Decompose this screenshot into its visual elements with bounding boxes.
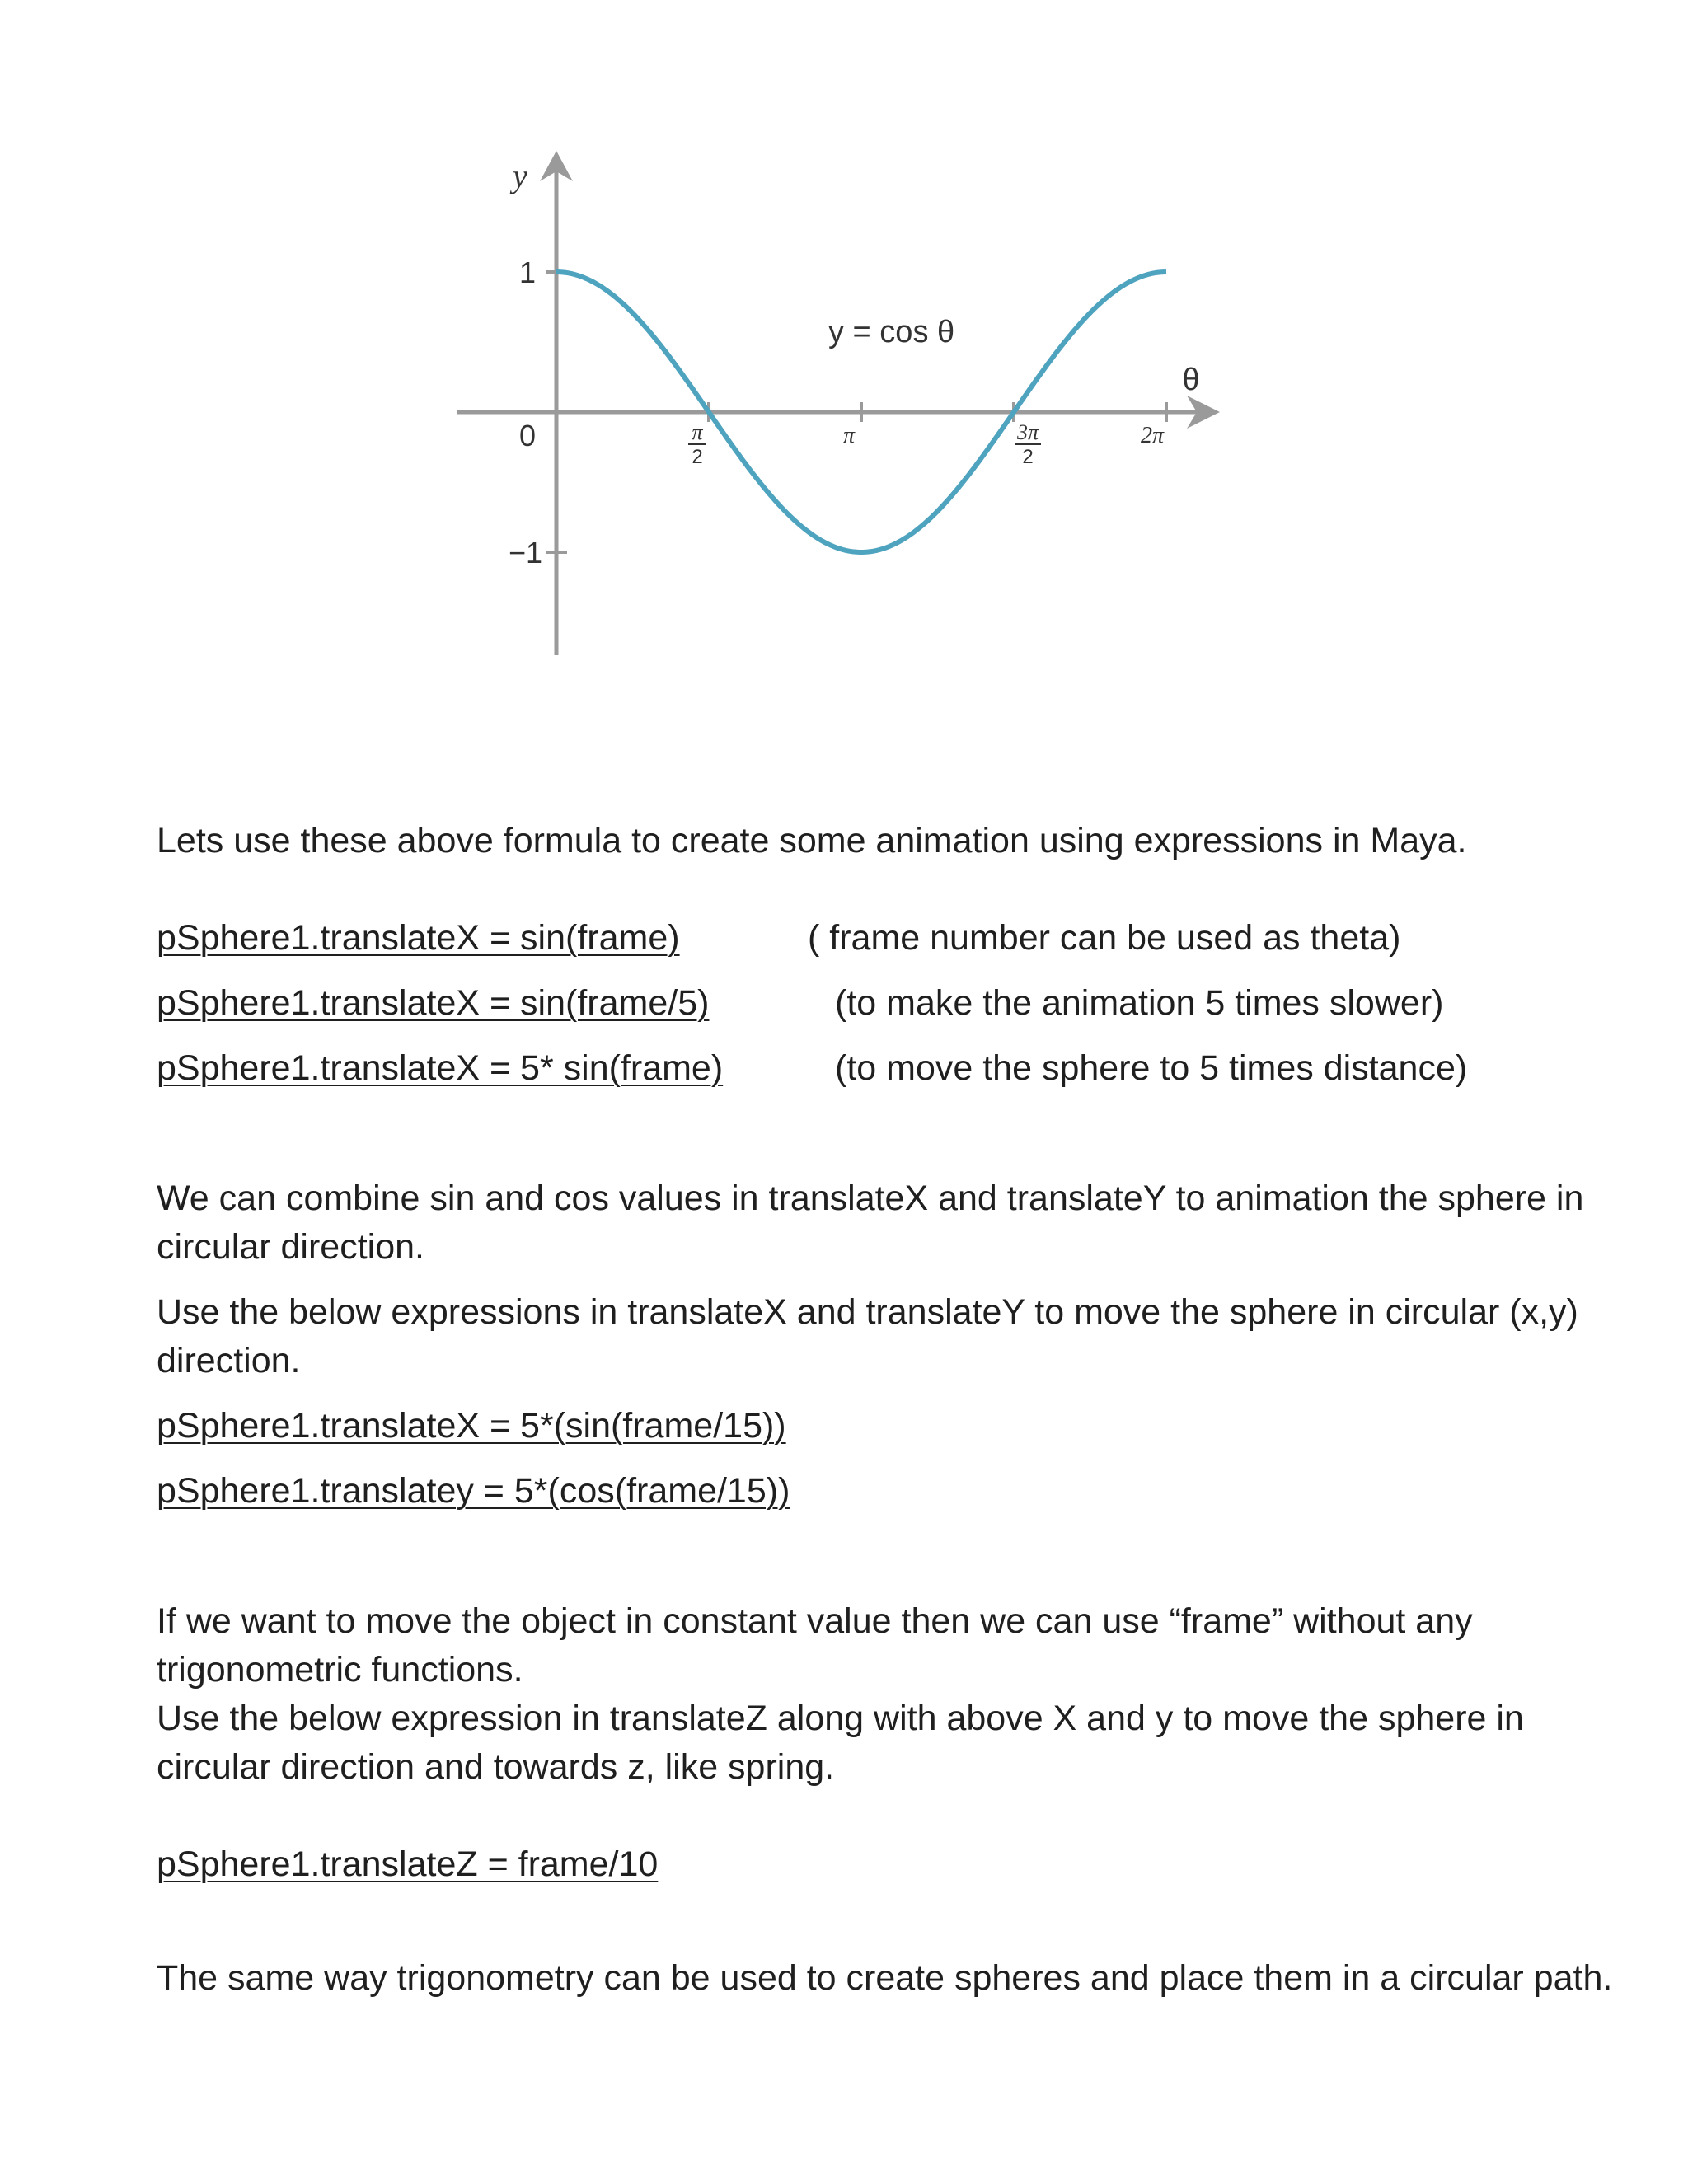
closing-text: The same way trigonometry can be used to create spheres and place them in a circular path.	[157, 1958, 1613, 1998]
paragraph-combine-line-2: circular direction.	[157, 1227, 424, 1267]
paragraph-circular-line-2: direction.	[157, 1341, 301, 1380]
y-tick-label-minus-1: −1	[508, 536, 542, 569]
expression-translatex-sin-distance: pSphere1.translateX = 5* sin(frame)	[157, 1048, 724, 1088]
y-axis-label: y	[513, 157, 528, 194]
expression-circular-y: pSphere1.translatey = 5*(cos(frame/15))	[157, 1471, 790, 1511]
intro-text: Lets use these above formula to create some animation using expressions in Maya.	[157, 821, 1467, 860]
y-tick-label-1: 1	[518, 255, 536, 289]
x-tick-two-pi: 2π	[1140, 423, 1164, 448]
expression-translatex-sin: pSphere1.translateX = sin(frame)	[157, 918, 680, 958]
paragraph-circular-line-1: Use the below expressions in translateX and translateY to move the sphere in circular (x,y)	[157, 1292, 1578, 1332]
x-tick-pi: π	[842, 423, 856, 448]
paragraph-combine-line-1: We can combine sin and cos values in translateX and translateY to animation the sphere in	[157, 1179, 1584, 1218]
note-slower-animation: (to make the animation 5 times slower)	[835, 983, 1444, 1023]
x-tick-three-half-pi-num: 3π	[1016, 420, 1039, 444]
cosine-graph	[445, 144, 1269, 680]
paragraph-constant-line-1: If we want to move the object in constant value then we can use “frame” without any	[157, 1601, 1473, 1641]
x-tick-half-pi-den: 2	[692, 446, 703, 468]
expression-translatez: pSphere1.translateZ = frame/10	[157, 1844, 659, 1884]
paragraph-constant-line-4: circular direction and towards z, like spring.	[157, 1747, 835, 1787]
note-five-times-distance: (to move the sphere to 5 times distance)	[835, 1048, 1468, 1088]
expression-translatex-sin-slow: pSphere1.translateX = sin(frame/5)	[157, 983, 710, 1023]
x-axis-label: θ	[1182, 363, 1200, 397]
x-tick-half-pi-num: π	[692, 420, 703, 444]
expression-circular-x: pSphere1.translateX = 5*(sin(frame/15))	[157, 1406, 786, 1446]
paragraph-constant-line-3: Use the below expression in translateZ along with above X and y to move the sphere in	[157, 1699, 1524, 1738]
note-frame-as-theta: ( frame number can be used as theta)	[808, 918, 1401, 958]
y-tick-label-0: 0	[518, 419, 536, 452]
x-tick-three-half-pi-den: 2	[1022, 446, 1034, 468]
paragraph-constant-line-2: trigonometric functions.	[157, 1650, 523, 1690]
curve-label: y = cos θ	[828, 315, 955, 349]
